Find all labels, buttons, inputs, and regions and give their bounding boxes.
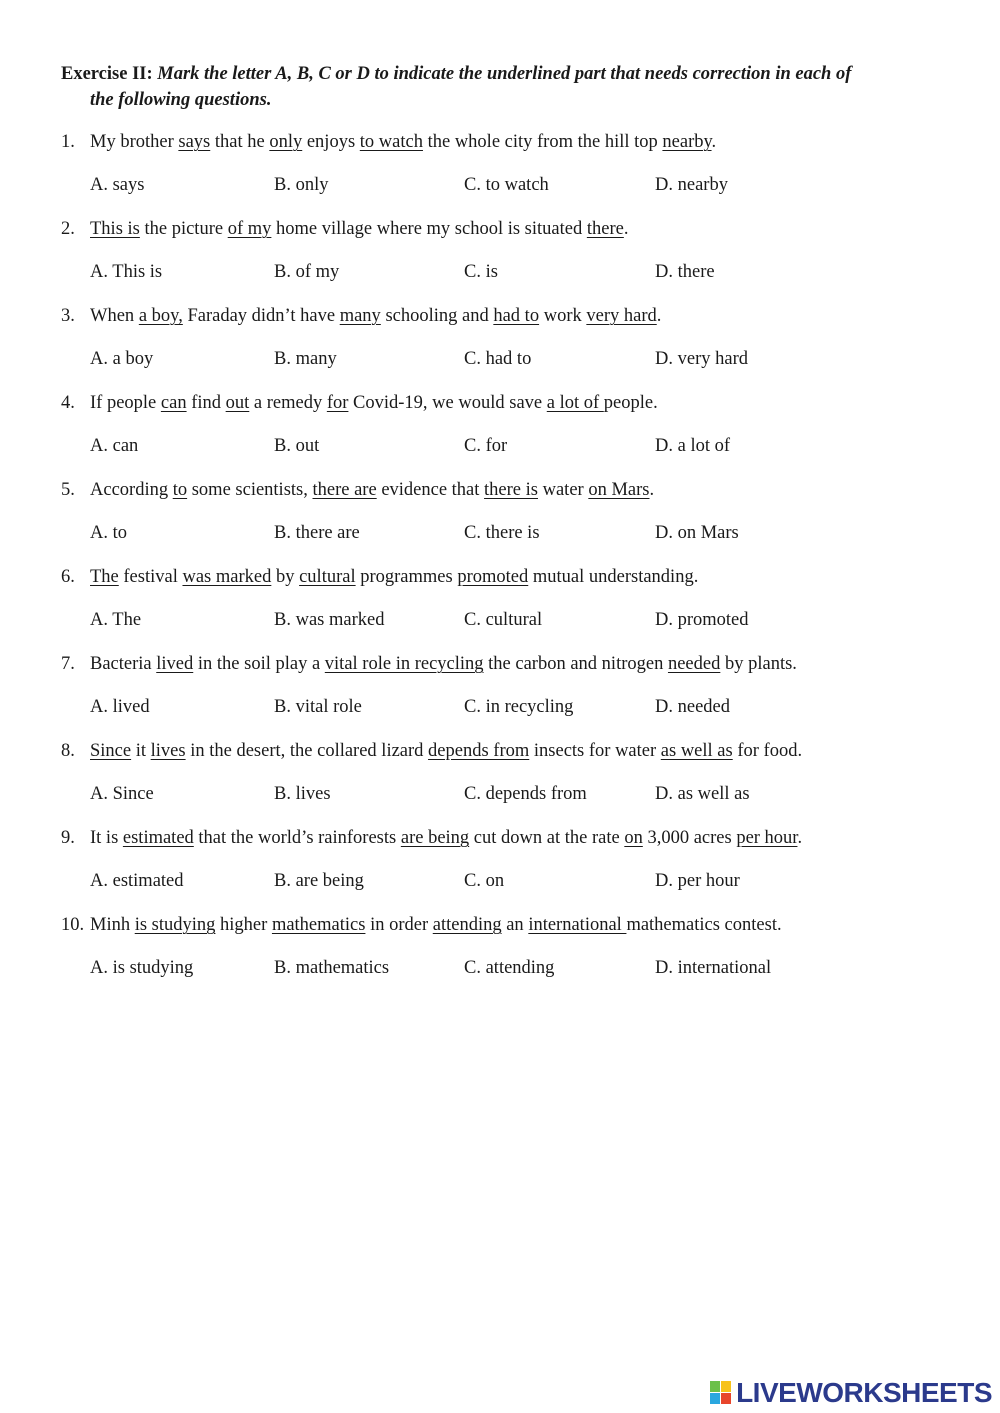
sentence-text: My brother bbox=[90, 132, 179, 152]
underlined-part: there is bbox=[484, 480, 538, 500]
sentence-text: work bbox=[539, 306, 587, 326]
sentence-text: home village where my school is situated bbox=[271, 219, 587, 239]
sentence-text: . bbox=[649, 480, 655, 500]
sentence-text: by bbox=[271, 567, 300, 587]
sentence-text: water bbox=[537, 480, 589, 500]
question-number: 6. bbox=[61, 567, 75, 587]
question-item bbox=[61, 563, 961, 650]
question-item bbox=[61, 650, 961, 737]
sentence-text: festival bbox=[118, 567, 183, 587]
option-b[interactable]: B. only bbox=[274, 175, 329, 195]
underlined-part: international bbox=[528, 915, 627, 935]
sentence-text: enjoys bbox=[302, 132, 360, 152]
option-d[interactable]: D. needed bbox=[655, 697, 730, 717]
underlined-part: only bbox=[269, 132, 303, 152]
sentence-text: in the soil play a bbox=[193, 654, 325, 674]
option-c[interactable]: C. for bbox=[464, 436, 508, 456]
option-b[interactable]: B. many bbox=[274, 349, 337, 369]
option-a[interactable]: A. says bbox=[90, 175, 145, 195]
header-line-1 bbox=[61, 61, 941, 87]
question-sentence bbox=[61, 389, 658, 417]
sentence-text: a remedy bbox=[249, 393, 327, 413]
option-c[interactable]: C. there is bbox=[464, 523, 540, 543]
sentence-text: evidence that bbox=[376, 480, 485, 500]
underlined-part: lived bbox=[156, 654, 194, 674]
underlined-part: depends from bbox=[428, 741, 530, 761]
option-b[interactable]: B. mathematics bbox=[274, 958, 390, 978]
sentence-text: some scientists, bbox=[187, 480, 313, 500]
option-a[interactable]: A. to bbox=[90, 523, 127, 543]
question-item bbox=[61, 389, 961, 476]
underlined-part: nearby bbox=[662, 132, 712, 152]
option-b[interactable]: B. lives bbox=[274, 784, 331, 804]
option-d[interactable]: D. as well as bbox=[655, 784, 750, 804]
exercise-header bbox=[61, 61, 941, 113]
question-item bbox=[61, 824, 961, 911]
question-sentence bbox=[61, 215, 628, 243]
exercise-label: Exercise II: bbox=[61, 64, 153, 84]
instruction-text-continued: the following questions. bbox=[90, 90, 272, 110]
underlined-part: of my bbox=[227, 219, 272, 239]
sentence-text: mathematics contest. bbox=[626, 915, 782, 935]
question-number: 7. bbox=[61, 654, 75, 674]
question-list bbox=[61, 128, 961, 998]
brand-name: LIVEWORKSHEETS bbox=[736, 1377, 992, 1408]
option-c[interactable]: C. cultural bbox=[464, 610, 543, 630]
underlined-part: attending bbox=[432, 915, 502, 935]
option-c[interactable]: C. attending bbox=[464, 958, 555, 978]
sentence-text: When bbox=[90, 306, 139, 326]
option-d[interactable]: D. per hour bbox=[655, 871, 740, 891]
sentence-text: Bacteria bbox=[90, 654, 157, 674]
option-c[interactable]: C. on bbox=[464, 871, 505, 891]
question-number: 2. bbox=[61, 219, 75, 239]
underlined-part: are being bbox=[400, 828, 470, 848]
question-item bbox=[61, 215, 961, 302]
question-item bbox=[61, 911, 961, 998]
question-item bbox=[61, 737, 961, 824]
sentence-text: that the world’s rainforests bbox=[193, 828, 401, 848]
question-sentence bbox=[61, 128, 716, 156]
option-d[interactable]: D. promoted bbox=[655, 610, 749, 630]
question-item bbox=[61, 476, 961, 563]
sentence-text: Minh bbox=[90, 915, 135, 935]
liveworksheets-logo-icon bbox=[710, 1381, 732, 1405]
question-sentence bbox=[61, 563, 698, 591]
question-number: 10. bbox=[61, 915, 85, 935]
sentence-text: by plants. bbox=[720, 654, 797, 674]
option-a[interactable]: A. is studying bbox=[90, 958, 194, 978]
option-a[interactable]: A. Since bbox=[90, 784, 154, 804]
option-b[interactable]: B. was marked bbox=[274, 610, 385, 630]
underlined-part: many bbox=[339, 306, 381, 326]
question-sentence bbox=[61, 476, 654, 504]
underlined-part: needed bbox=[667, 654, 721, 674]
sentence-text: in order bbox=[365, 915, 433, 935]
underlined-part: promoted bbox=[457, 567, 529, 587]
sentence-text: Covid-19, we would save bbox=[348, 393, 547, 413]
sentence-text: for food. bbox=[732, 741, 803, 761]
sentence-text: that he bbox=[210, 132, 270, 152]
sentence-text: insects for water bbox=[529, 741, 661, 761]
question-sentence bbox=[61, 911, 782, 939]
underlined-part: Since bbox=[90, 741, 132, 761]
underlined-part: lives bbox=[150, 741, 186, 761]
sentence-text: find bbox=[186, 393, 226, 413]
option-d[interactable]: D. very hard bbox=[655, 349, 748, 369]
option-a[interactable]: A. a boy bbox=[90, 349, 154, 369]
option-d[interactable]: D. there bbox=[655, 262, 715, 282]
underlined-part: cultural bbox=[299, 567, 356, 587]
underlined-part: was marked bbox=[182, 567, 272, 587]
question-sentence bbox=[61, 824, 802, 852]
option-b[interactable]: B. there are bbox=[274, 523, 360, 543]
question-sentence bbox=[61, 650, 797, 678]
sentence-text: schooling and bbox=[380, 306, 494, 326]
option-a[interactable]: A. lived bbox=[90, 697, 150, 717]
option-b[interactable]: B. vital role bbox=[274, 697, 362, 717]
underlined-part: This is bbox=[90, 219, 140, 239]
option-d[interactable]: D. a lot of bbox=[655, 436, 731, 456]
underlined-part: out bbox=[225, 393, 250, 413]
underlined-part: mathematics bbox=[271, 915, 366, 935]
sentence-text: in the desert, the collared lizard bbox=[185, 741, 429, 761]
sentence-text: . bbox=[656, 306, 662, 326]
option-b[interactable]: B. out bbox=[274, 436, 320, 456]
option-a[interactable]: A. The bbox=[90, 610, 142, 630]
sentence-text: . bbox=[797, 828, 803, 848]
option-d[interactable]: D. nearby bbox=[655, 175, 728, 195]
sentence-text: . bbox=[623, 219, 629, 239]
sentence-text: the whole city from the hill top bbox=[422, 132, 663, 152]
underlined-part: there bbox=[586, 219, 624, 239]
question-number: 1. bbox=[61, 132, 75, 152]
sentence-text: 3,000 acres bbox=[642, 828, 737, 848]
sentence-text: it bbox=[131, 741, 151, 761]
question-number: 3. bbox=[61, 306, 75, 326]
underlined-part: a lot of bbox=[546, 393, 604, 413]
underlined-part: as well as bbox=[660, 741, 733, 761]
option-c[interactable]: C. in recycling bbox=[464, 697, 574, 717]
sentence-text: higher bbox=[215, 915, 272, 935]
option-c[interactable]: C. depends from bbox=[464, 784, 587, 804]
option-c[interactable]: C. had to bbox=[464, 349, 532, 369]
underlined-part: on Mars bbox=[588, 480, 650, 500]
instruction-text: Mark the letter A, B, C or D to indicate the underlined part that needs correction in each of bbox=[157, 64, 852, 84]
sentence-text: It is bbox=[90, 828, 123, 848]
underlined-part: says bbox=[178, 132, 211, 152]
underlined-part: there are bbox=[312, 480, 377, 500]
underlined-part: estimated bbox=[122, 828, 194, 848]
sentence-text: Faraday didn’t have bbox=[182, 306, 340, 326]
option-a[interactable]: A. estimated bbox=[90, 871, 184, 891]
question-sentence bbox=[61, 737, 802, 765]
option-c[interactable]: C. to watch bbox=[464, 175, 549, 195]
underlined-part: for bbox=[326, 393, 349, 413]
question-number: 5. bbox=[61, 480, 75, 500]
option-b[interactable]: B. of my bbox=[274, 262, 340, 282]
sentence-text: the carbon and nitrogen bbox=[483, 654, 668, 674]
underlined-part: vital role in recycling bbox=[324, 654, 484, 674]
underlined-part: very hard bbox=[586, 306, 657, 326]
sentence-text: people. bbox=[603, 393, 658, 413]
option-a[interactable]: A. can bbox=[90, 436, 139, 456]
underlined-part: to watch bbox=[359, 132, 423, 152]
question-number: 4. bbox=[61, 393, 75, 413]
question-item bbox=[61, 128, 961, 215]
sentence-text: an bbox=[501, 915, 529, 935]
sentence-text: According bbox=[90, 480, 173, 500]
underlined-part: is studying bbox=[134, 915, 216, 935]
underlined-part: to bbox=[172, 480, 188, 500]
underlined-part: The bbox=[90, 567, 119, 587]
underlined-part: a boy, bbox=[138, 306, 183, 326]
sentence-text: . bbox=[711, 132, 717, 152]
underlined-part: can bbox=[160, 393, 187, 413]
sentence-text: If people bbox=[90, 393, 161, 413]
question-number: 8. bbox=[61, 741, 75, 761]
sentence-text: cut down at the rate bbox=[469, 828, 625, 848]
option-a[interactable]: A. This is bbox=[90, 262, 163, 282]
question-item bbox=[61, 302, 961, 389]
sentence-text: mutual understanding. bbox=[528, 567, 699, 587]
option-b[interactable]: B. are being bbox=[274, 871, 364, 891]
underlined-part: had to bbox=[493, 306, 540, 326]
option-d[interactable]: D. on Mars bbox=[655, 523, 739, 543]
underlined-part: on bbox=[624, 828, 643, 848]
question-sentence bbox=[61, 302, 661, 330]
option-d[interactable]: D. international bbox=[655, 958, 772, 978]
option-c[interactable]: C. is bbox=[464, 262, 498, 282]
sentence-text: programmes bbox=[355, 567, 458, 587]
liveworksheets-brand bbox=[710, 1378, 992, 1408]
underlined-part: per hour bbox=[736, 828, 798, 848]
sentence-text: the picture bbox=[139, 219, 228, 239]
question-number: 9. bbox=[61, 828, 75, 848]
